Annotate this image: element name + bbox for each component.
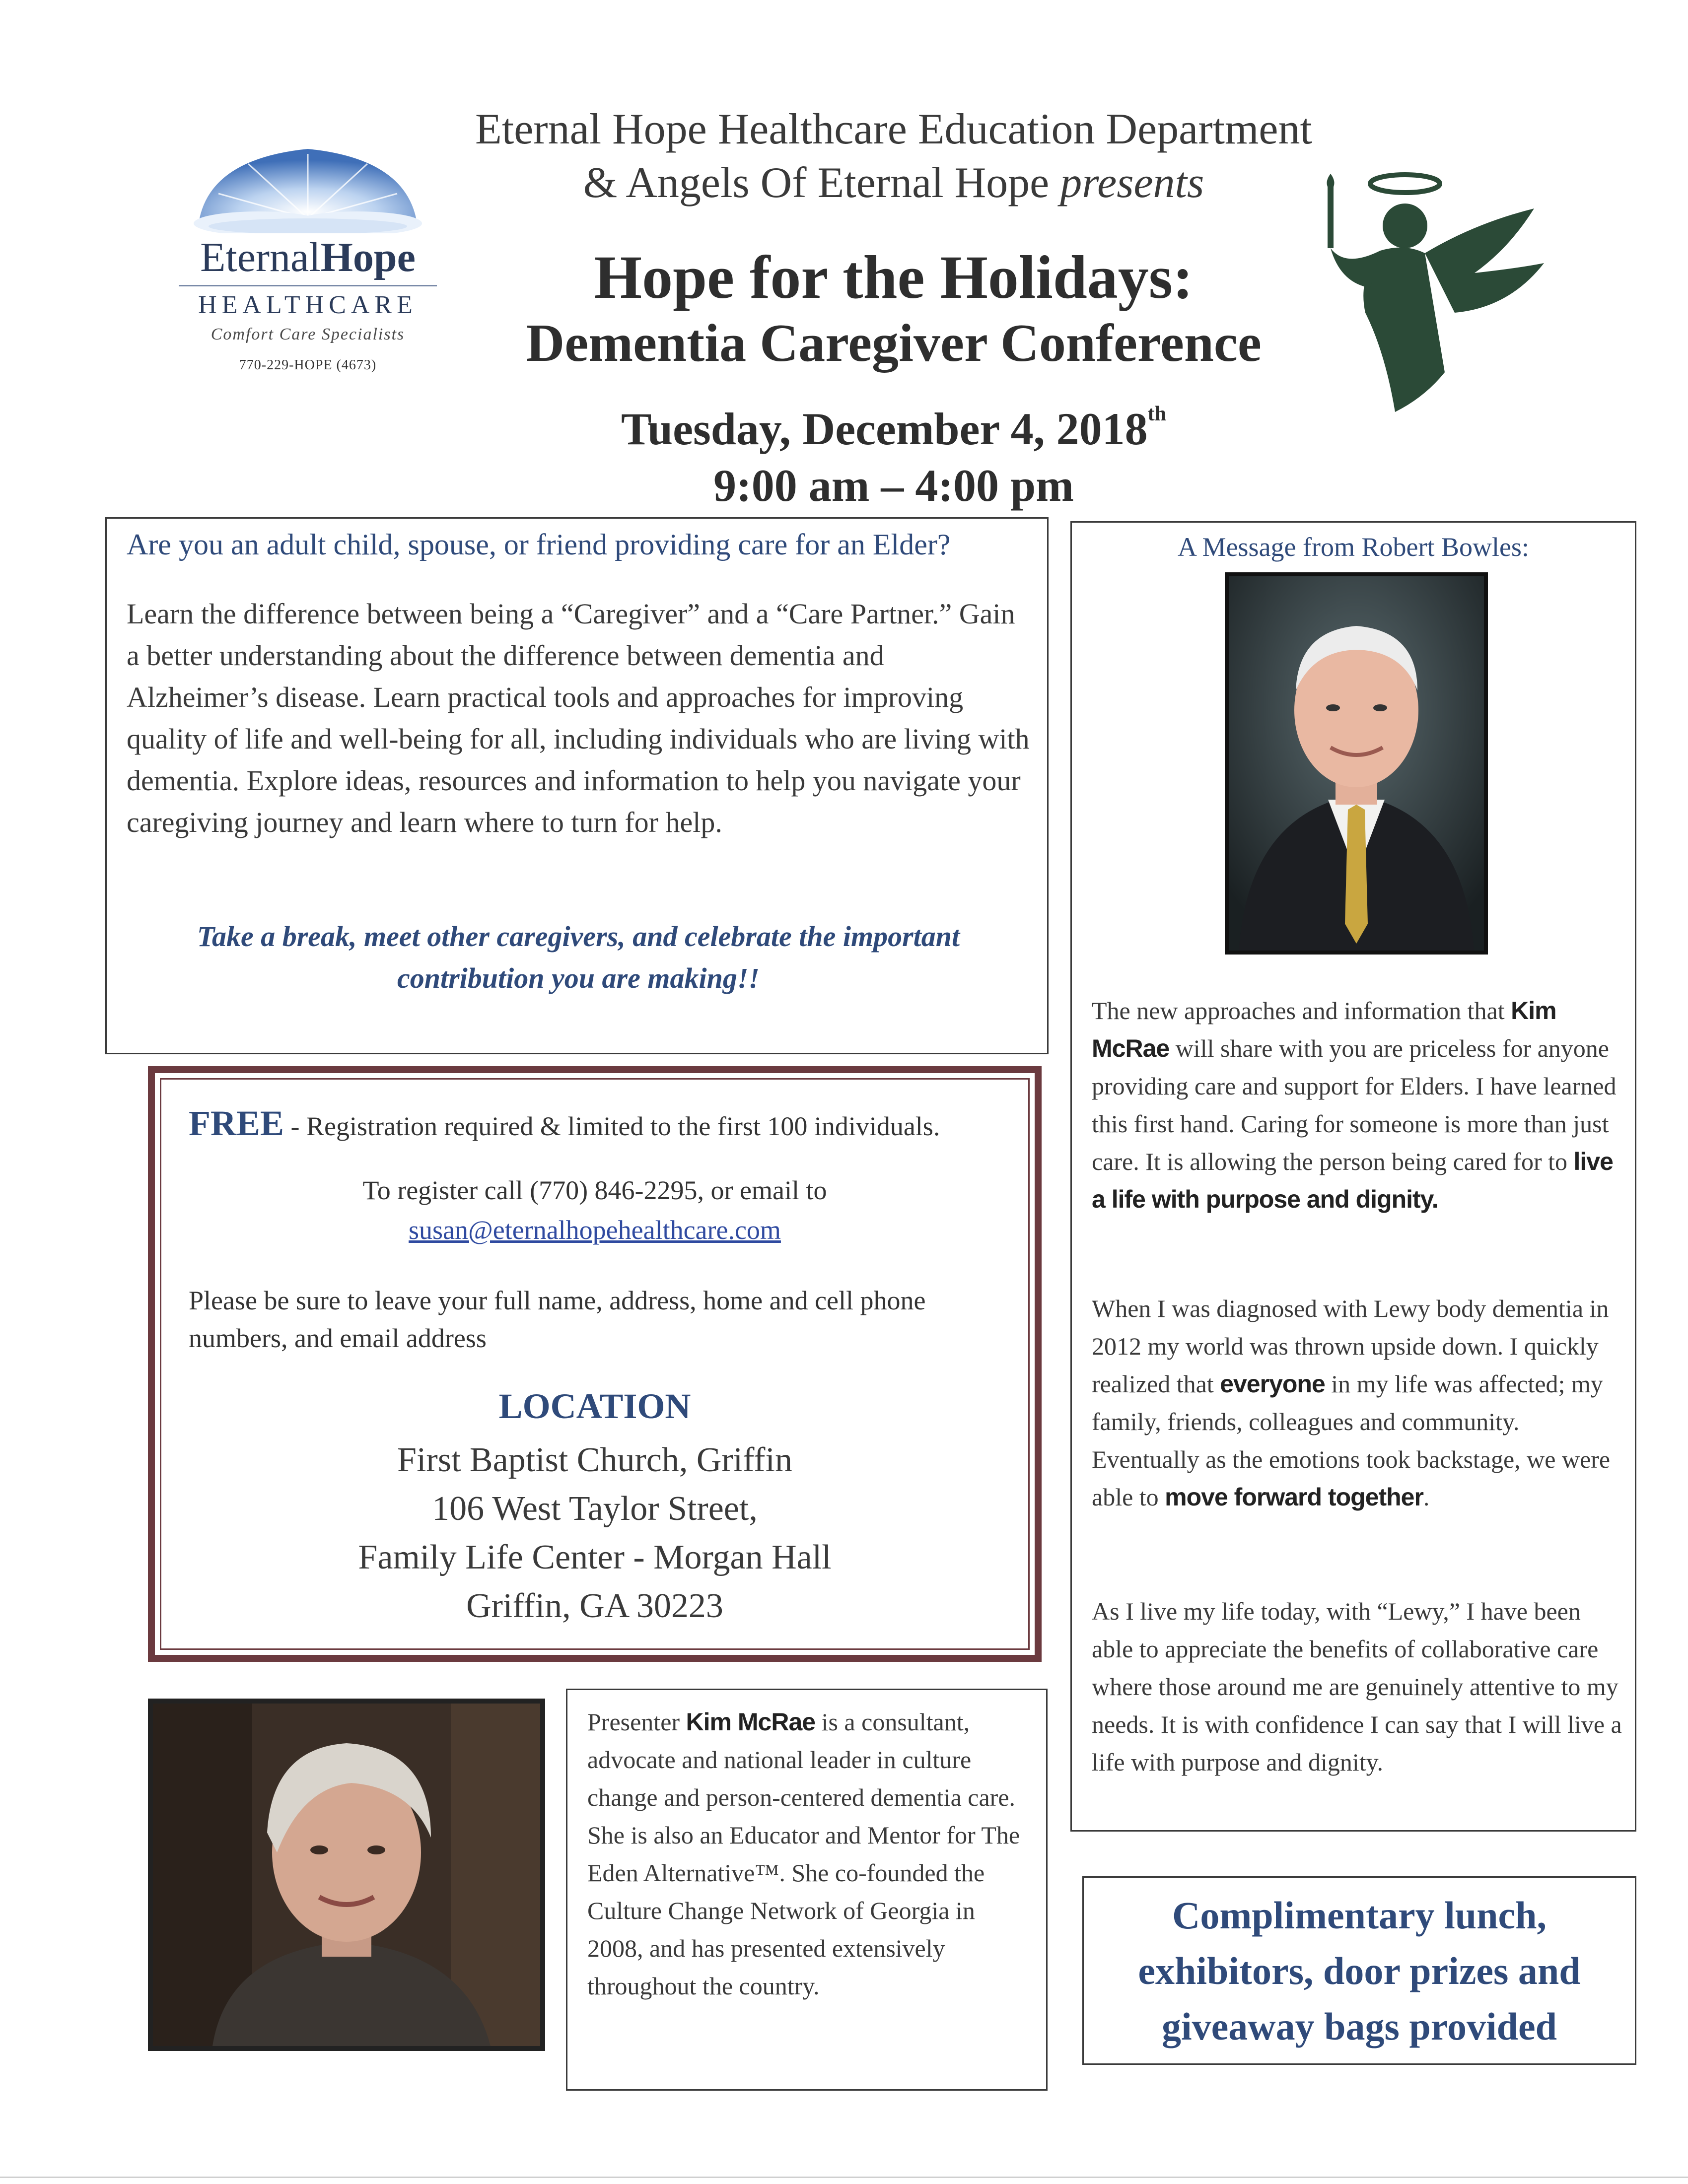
event-subtitle: Dementia Caregiver Conference	[526, 314, 1262, 373]
logo-phone: 770-229-HOPE (4673)	[239, 357, 377, 373]
location-line: First Baptist Church, Griffin	[397, 1441, 792, 1479]
message-heading: A Message from Robert Bowles:	[1178, 532, 1529, 562]
company-logo	[149, 139, 467, 387]
location-line: Family Life Center - Morgan Hall	[358, 1538, 832, 1576]
event-title: Hope for the Holidays:	[594, 243, 1194, 311]
register-call-text: To register call (770) 846-2295, or email to	[362, 1175, 827, 1205]
free-registration-line: FREE - Registration required & limited to the first 100 individuals.	[189, 1103, 940, 1143]
registration-box	[148, 1066, 1042, 1662]
location-line: 106 West Taylor Street,	[432, 1490, 758, 1528]
sunrise-clouds-icon	[189, 139, 427, 233]
message-paragraph-1: The new approaches and information that Kim McRae will share with you are priceless for anyone providing care and support for Elders. I have learned this first hand. Caring for someone is more than just care. It is allowing the person being cared for to live a life with purpose and dignity.	[1092, 997, 1617, 1213]
presenter-bio-box	[566, 1689, 1048, 2091]
register-note: Please be sure to leave your full name, address, home and cell phone numbers, and email address	[189, 1286, 926, 1353]
intro-question: Are you an adult child, spouse, or friend providing care for an Elder?	[127, 528, 951, 561]
organizer-line: Eternal Hope Healthcare Education Department	[475, 105, 1312, 153]
presenter-photo	[148, 1699, 545, 2051]
logo-divider	[179, 285, 437, 286]
page-bottom-rule	[0, 2177, 1688, 2178]
location-heading: LOCATION	[498, 1386, 691, 1426]
angel-icon	[1311, 164, 1559, 422]
logo-subtitle: HEALTHCARE	[198, 291, 418, 319]
intro-call-to-action: Take a break, meet other caregivers, and celebrate the important contribution you are making!!	[197, 920, 960, 994]
amenities-text: Complimentary lunch, exhibitors, door prizes and giveaway bags provided	[1138, 1894, 1581, 2048]
event-time: 9:00 am – 4:00 pm	[713, 460, 1074, 511]
message-box	[1070, 521, 1636, 1832]
intro-body: Learn the difference between being a “Caregiver” and a “Care Partner.” Gain a better understanding about the difference between dementia and Alzheimer’s disease. Learn practical tools and approaches for improving quality of life and well-being for all, including individuals who are living with dementia. Explore ideas, resources and information to help you navigate your caregiving journey and learn where to turn for help.	[127, 598, 1030, 838]
event-date: Tuesday, December 4, 2018th	[621, 403, 1166, 454]
presenter-bio: Presenter Kim McRae is a consultant, advocate and national leader in culture change and person-centered dementia care. She is also an Educator and Mentor for The Eden Alternative™. She co-founded the Culture Change Network of Georgia in 2008, and has presented extensively throughout the country.	[587, 1708, 1020, 2000]
message-paragraph-3: As I live my life today, with “Lewy,” I have been able to appreciate the benefits of collaborative care where those around me are genuinely attentive to my needs. It is with confidence I can say that I will live a life with purpose and dignity.	[1092, 1597, 1622, 1776]
register-email-link[interactable]: susan@eternalhopehealthcare.com	[409, 1215, 781, 1245]
amenities-box	[1082, 1876, 1636, 2065]
intro-box	[105, 517, 1049, 1054]
speaker-photo	[1225, 572, 1488, 955]
presenter-line: & Angels Of Eternal Hope presents	[583, 159, 1204, 207]
logo-wordmark: EternalHope	[200, 234, 416, 280]
message-paragraph-2: When I was diagnosed with Lewy body dementia in 2012 my world was thrown upside down. I quickly realized that everyone in my life was affected; my family, friends, colleagues and community. Eventually as the emotions took backstage, we were able to move forward together.	[1092, 1295, 1611, 1511]
logo-tagline: Comfort Care Specialists	[211, 325, 405, 343]
location-line: Griffin, GA 30223	[466, 1587, 723, 1625]
